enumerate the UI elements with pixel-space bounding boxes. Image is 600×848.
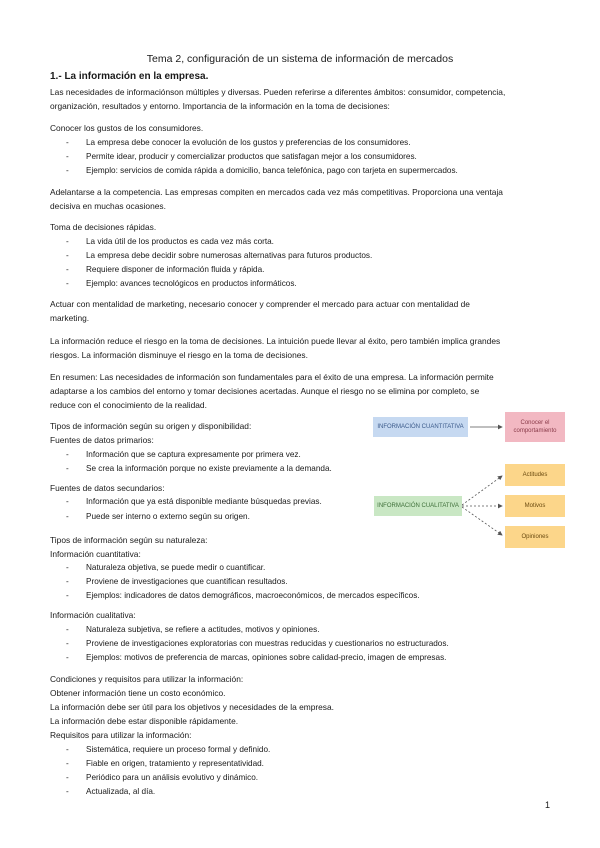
list-item: - Naturaleza objetiva, se puede medir o cuantificar. bbox=[66, 563, 266, 572]
s9-line-4: La información debe estar disponible rápidamente. bbox=[50, 716, 239, 726]
s6-line-1: En resumen: Las necesidades de información son fundamentales para el éxito de una empresa. La información permite bbox=[50, 372, 494, 382]
list-item: - Ejemplo: servicios de comida rápida a domicilio, banca telefónica, pago con tarjeta en supermercados. bbox=[66, 166, 458, 175]
s3-title: Toma de decisiones rápidas. bbox=[50, 222, 157, 232]
s2-line-1: Adelantarse a la competencia. Las empresas compiten en mercados cada vez más competitivas. Proporciona una ventaja bbox=[50, 187, 503, 197]
section-heading: 1.- La información en la empresa. bbox=[50, 71, 209, 82]
list-item: - Se crea la información porque no existe previamente a la demanda. bbox=[66, 464, 332, 473]
s9-line-5: Requisitos para utilizar la información: bbox=[50, 730, 192, 740]
list-item: - Naturaleza subjetiva, se refiere a actitudes, motivos y opiniones. bbox=[66, 625, 320, 634]
s8-qual-title: Información cualitativa: bbox=[50, 610, 136, 620]
s4-line-1: Actuar con mentalidad de marketing, necesario conocer y comprender el mercado para actuar con mentalidad de bbox=[50, 299, 470, 309]
box-qualitative: INFORMACIÓN CUALITATIVA bbox=[374, 496, 462, 516]
list-item: - La empresa debe conocer la evolución de los gustos y preferencias de los consumidores. bbox=[66, 138, 411, 147]
list-item: - Ejemplo: avances tecnológicos en productos informáticos. bbox=[66, 279, 297, 288]
box-motivos: Motivos bbox=[505, 495, 565, 517]
s9-line-3: La información debe ser útil para los objetivos y necesidades de la empresa. bbox=[50, 702, 334, 712]
box-quantitative: INFORMACIÓN CUANTITATIVA bbox=[373, 417, 468, 437]
page-title: Tema 2, configuración de un sistema de información de mercados bbox=[146, 53, 454, 65]
list-item: - Información que ya está disponible mediante búsquedas previas. bbox=[66, 497, 322, 506]
s7-secondary-title: Fuentes de datos secundarios: bbox=[50, 483, 165, 493]
s4-line-2: marketing. bbox=[50, 313, 90, 323]
s8-title: Tipos de información según su naturaleza: bbox=[50, 535, 208, 545]
intro-line-2: organización, resultados y entorno. Importancia de la información en la toma de decisiones: bbox=[50, 101, 390, 111]
arrow-actitudes bbox=[462, 476, 502, 505]
s1-title: Conocer los gustos de los consumidores. bbox=[50, 123, 204, 133]
list-item: - Puede ser interno o externo según su origen. bbox=[66, 512, 250, 521]
intro-line-1: Las necesidades de informaciónson múltiples y diversas. Pueden referirse a diferentes ámbitos: consumidor, competencia, bbox=[50, 87, 506, 97]
s8-quant-title: Información cuantitativa: bbox=[50, 549, 141, 559]
s7-title: Tipos de información según su origen y disponibilidad: bbox=[50, 421, 252, 431]
s9-line-1: Condiciones y requisitos para utilizar la información: bbox=[50, 674, 244, 684]
list-item: - Ejemplos: indicadores de datos demográficos, macroeconómicos, de mercados específicos. bbox=[66, 591, 420, 600]
list-item: - Periódico para un análisis evolutivo y dinámico. bbox=[66, 773, 259, 782]
list-item: - Información que se captura expresamente por primera vez. bbox=[66, 450, 301, 459]
list-item: - Actualizada, al día. bbox=[66, 787, 156, 796]
s2-line-2: decisiva en muchas ocasiones. bbox=[50, 201, 166, 211]
list-item: - Permite idear, producir y comercializar productos que satisfagan mejor a los consumidores. bbox=[66, 152, 417, 161]
s5-line-1: La información reduce el riesgo en la toma de decisiones. La intuición puede llevar al éxito, pero también implica grandes bbox=[50, 336, 501, 346]
list-item: - Ejemplos: motivos de preferencia de marcas, opiniones sobre calidad-precio, imagen de empresas. bbox=[66, 653, 447, 662]
list-item: - Proviene de investigaciones exploratorias con muestras reducidas y cuestionarios no estructurados. bbox=[66, 639, 449, 648]
list-item: - Proviene de investigaciones que cuantifican resultados. bbox=[66, 577, 288, 586]
s5-line-2: riesgos. La información disminuye el riesgo en la toma de decisiones. bbox=[50, 350, 308, 360]
arrow-opiniones bbox=[462, 507, 502, 535]
list-item: - Sistemática, requiere un proceso formal y definido. bbox=[66, 745, 271, 754]
list-item: - Fiable en origen, tratamiento y representatividad. bbox=[66, 759, 264, 768]
box-behavior: Conocer el comportamiento bbox=[505, 412, 565, 442]
list-item: - La empresa debe decidir sobre numerosas alternativas para futuros productos. bbox=[66, 251, 373, 260]
s9-line-2: Obtener información tiene un costo económico. bbox=[50, 688, 226, 698]
list-item: - Requiere disponer de información fluida y rápida. bbox=[66, 265, 265, 274]
list-item: - La vida útil de los productos es cada vez más corta. bbox=[66, 237, 274, 246]
s6-line-3: reduce con el conocimiento de la realidad. bbox=[50, 400, 207, 410]
box-opiniones: Opiniones bbox=[505, 526, 565, 548]
s7-primary-title: Fuentes de datos primarios: bbox=[50, 435, 154, 445]
box-actitudes: Actitudes bbox=[505, 464, 565, 486]
s6-line-2: adaptarse a los cambios del entorno y tomar decisiones acertadas. Aunque el riesgo no se elimina por completo, se bbox=[50, 386, 480, 396]
page-number: 1 bbox=[544, 800, 550, 810]
